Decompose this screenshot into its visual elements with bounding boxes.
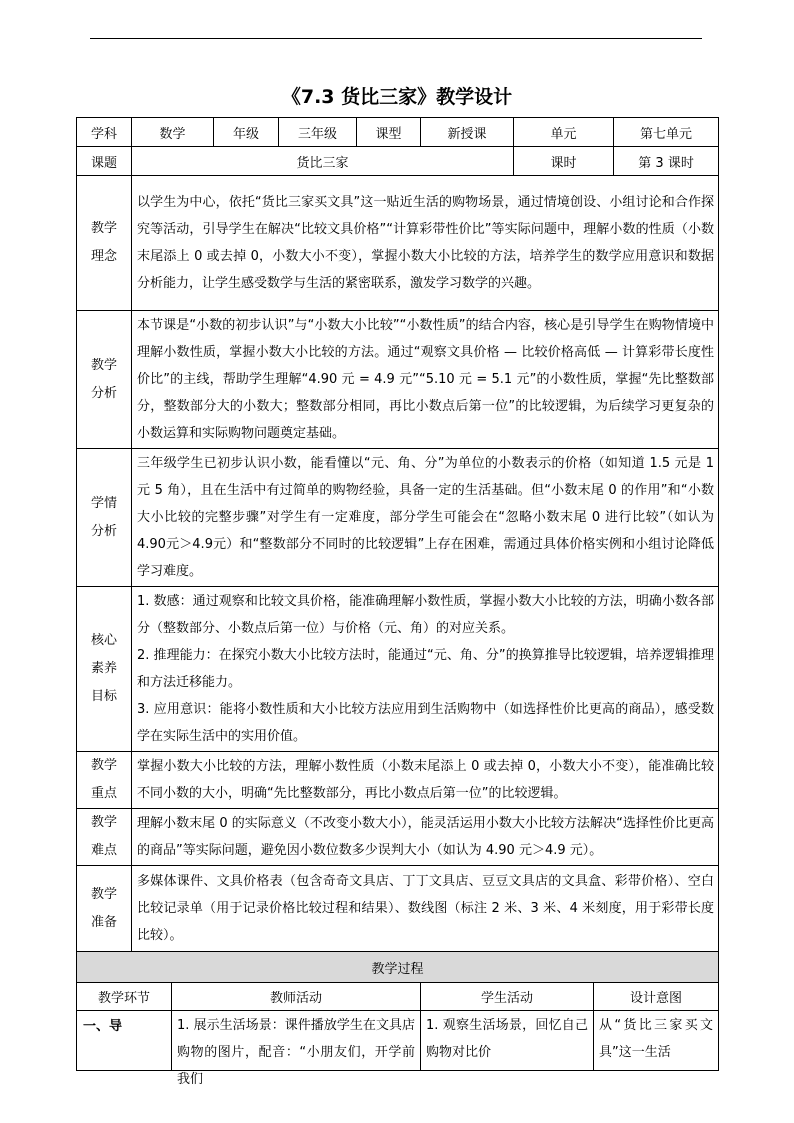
topic-value: 货比三家 <box>132 147 514 176</box>
section-analysis <box>77 311 719 449</box>
grade-label: 年级 <box>214 118 279 147</box>
section-label <box>77 311 132 449</box>
period-label: 课时 <box>514 147 614 176</box>
section-label <box>77 587 132 752</box>
section-label-text: 教学 理念 <box>90 221 117 264</box>
section-label-text: 学情 分析 <box>90 495 117 539</box>
info-row-1 <box>77 118 719 147</box>
section-key-points <box>77 752 719 809</box>
section-label-text: 教学 分析 <box>90 357 117 401</box>
section-label-text: 教学 重点 <box>90 758 117 801</box>
type-label: 课型 <box>357 118 421 147</box>
header-intent: 设计意图 <box>594 983 719 1011</box>
section-text: 多媒体课件、文具价格表（包含奇奇文具店、丁丁文具店、豆豆文具店的文具盒、彩带价格）、空白比较记录单（用于记录价格比较过程和结果）、数线图（标注 2 米、3 米、4 米刻度，用于彩带长度比较）。 <box>132 866 719 952</box>
header-teacher: 教师活动 <box>172 983 421 1011</box>
section-label <box>77 449 132 587</box>
section-text: 以学生为中心，依托“货比三家买文具”这一贴近生活的购物场景，通过情境创设、小组讨论和合作探究等活动，引导学生在解决“比较文具价格”“计算彩带性价比”等实际问题中，理解小数的性质（小数末尾添上 0 或去掉 0，小数大小不变），掌握小数大小比较的方法，培养学生的数学应用意识和数据分析能力，让学生感受数学与生活的紧密联系，激发学习数学的兴趣。 <box>132 176 719 311</box>
header-stage: 教学环节 <box>77 983 172 1011</box>
process-title: 教学过程 <box>77 952 719 983</box>
period-value: 第 3 课时 <box>614 147 719 176</box>
section-text: 理解小数末尾 0 的实际意义（不改变小数大小），能灵活运用小数大小比较方法解决“选择性价比更高的商品”等实际问题，避免因小数位数多少误判大小（如认为 4.90 元＞4.9 元）。 <box>132 809 719 866</box>
goal-item: 3. 应用意识：能将小数性质和大小比较方法应用到生活购物中（如选择性价比更高的商品），感受数学在实际生活中的实用价值。 <box>137 702 715 744</box>
section-label <box>77 866 132 952</box>
unit-label: 单元 <box>514 118 614 147</box>
section-label-text: 教学 难点 <box>90 815 117 858</box>
section-label-text: 核心 素养 目标 <box>90 633 117 704</box>
section-label <box>77 809 132 866</box>
student-activity: 1. 观察生活场景，回忆自己购物对比价 <box>426 1018 589 1060</box>
section-text: 本节课是“小数的初步认识”与“小数大小比较”“小数性质”的结合内容，核心是引导学生在购物情境中理解小数性质，掌握小数大小比较的方法。通过“观察文具价格 — 比较价格高低 — 计算彩带长度性价比”的主线，帮助学生理解“4.90 元 = 4.9 元”“5.10 元 = 5.1 元”的小数性质，掌握“先比整数部分，整数部分大的小数大；整数部分相同，再比小数点后第一位”的比较逻辑，为后续学习更复杂的小数运算和实际购物问题奠定基础。 <box>132 311 719 449</box>
header-student: 学生活动 <box>421 983 594 1011</box>
process-title-row <box>77 952 719 983</box>
header-rule <box>90 38 702 39</box>
goal-item: 2. 推理能力：在探究小数大小比较方法时，能通过“元、角、分”的换算推导比较逻辑，培养逻辑推理和方法迁移能力。 <box>137 648 715 690</box>
subject-value: 数学 <box>132 118 214 147</box>
section-label <box>77 752 132 809</box>
section-philosophy <box>77 176 719 311</box>
process-row <box>77 1011 719 1071</box>
lesson-plan-table <box>76 117 719 1087</box>
type-value: 新授课 <box>421 118 514 147</box>
topic-label: 课题 <box>77 147 132 176</box>
teacher-activity: 1. 展示生活场景：课件播放学生在文具店购物的图片，配音：“小朋友们，开学前我们 <box>177 1018 416 1087</box>
student-cell <box>421 1011 594 1071</box>
design-intent: 从“货比三家买文具”这一生活 <box>599 1018 714 1060</box>
section-label <box>77 176 132 311</box>
section-difficulties <box>77 809 719 866</box>
section-text: 掌握小数大小比较的方法，理解小数性质（小数末尾添上 0 或去掉 0，小数大小不变），能准确比较不同小数的大小，明确“先比整数部分，再比小数点后第一位”的比较逻辑。 <box>132 752 719 809</box>
teacher-cell <box>172 1011 421 1087</box>
unit-value: 第七单元 <box>614 118 719 147</box>
document-title: 《7.3 货比三家》教学设计 <box>281 86 513 108</box>
section-preparation <box>77 866 719 952</box>
section-learners <box>77 449 719 587</box>
stage-cell: 一、导 <box>77 1011 172 1071</box>
goal-item: 1. 数感：通过观察和比较文具价格，能准确理解小数性质，掌握小数大小比较的方法，明确小数各部分（整数部分、小数点后第一位）与价格（元、角）的对应关系。 <box>137 594 715 636</box>
grade-value: 三年级 <box>279 118 357 147</box>
section-goals <box>132 587 719 752</box>
process-header-row <box>77 983 719 1011</box>
section-core-goals <box>77 587 719 752</box>
section-text: 三年级学生已初步认识小数，能看懂以“元、角、分”为单位的小数表示的价格（如知道 1.5 元是 1 元 5 角），且在生活中有过简单的购物经验，具备一定的生活基础。但“小数末尾 0 的作用”和“小数大小比较的完整步骤”对学生有一定难度，部分学生可能会在“忽略小数末尾 0 进行比较”（如认为 4.90元＞4.9元）和“整数部分不同时的比较逻辑”上存在困难，需通过具体价格实例和小组讨论降低学习难度。 <box>132 449 719 587</box>
intent-cell <box>594 1011 719 1071</box>
section-label-text: 教学 准备 <box>90 886 117 930</box>
info-row-2 <box>77 147 719 176</box>
subject-label: 学科 <box>77 118 132 147</box>
